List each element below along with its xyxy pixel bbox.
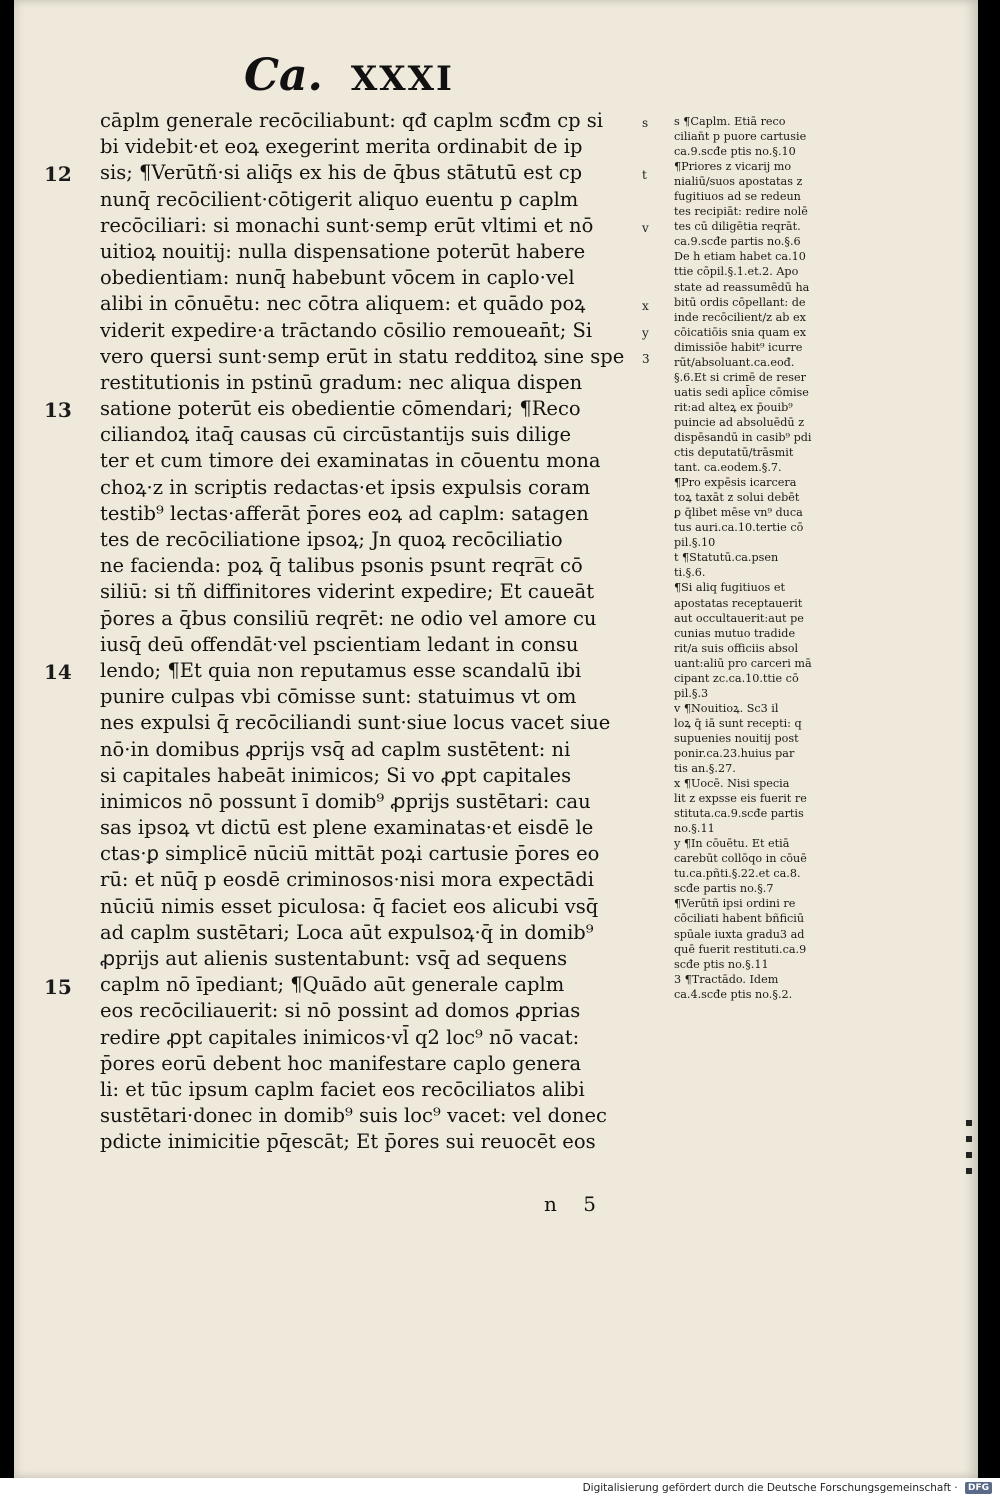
margin-note-line: cilian̄t p puore cartusie (674, 130, 807, 144)
margin-note-line: ¶Priores z vicarij mo (674, 160, 792, 174)
margin-note-line: cunias mutuo tradide (674, 626, 796, 640)
text-line: rū: et nūq̄ p eosdē criminosos·nisi mora expectādi (100, 868, 594, 892)
text-line: cāplm generale recōciliabunt: qđ caplm scđm cp si (100, 109, 604, 132)
text-line: nūciū nimis esset piculosa: q̄ faciet eos alicubi vsq̄ (100, 894, 599, 918)
dfg-logo: DFG (965, 1482, 992, 1494)
margin-note-line: 3 ¶Tractādo. Idem (674, 972, 779, 986)
reference-marker: v (642, 220, 649, 235)
margin-note-line: ca.9.scđe partis no.§.6 (674, 235, 801, 249)
margin-note-line: spūale iuxta gradu3 ad (674, 927, 805, 941)
text-line: satione poterūt eis obedientie cōmendari; ¶Reco (100, 397, 581, 421)
margin-note-line: state ad reassumēdū ha (674, 280, 810, 294)
margin-note-line: carebūt collōqo in cōuē (674, 852, 807, 866)
chapter-abbrev: Ca. (244, 50, 323, 101)
text-line: caplm nō īpediant; ¶Quādo aūt generale caplm (100, 973, 565, 997)
text-line: viderit expedire·a trāctando cōsilio remouean̄t; Si (100, 318, 593, 342)
margin-note-line: ¶Si aliq fugitiuos et (674, 581, 785, 595)
margin-note-line: no.§.11 (674, 822, 715, 836)
margin-note-line: quē fuerit restituti.ca.9 (674, 942, 807, 956)
text-line: lendo; ¶Et quia non reputamus esse scandalū ibi (100, 658, 582, 682)
chapter-header (244, 50, 454, 100)
margin-note-line: uatis sedi apl̄ice cōmise (674, 385, 809, 399)
text-line: si capitales habeāt inimicos; Si vo ꝓpt capitales (100, 763, 572, 787)
text-line: inimicos nō possunt ī domib⁹ ꝓprijs sustētari: cau (100, 789, 591, 813)
margin-note-line: lit z expsse eis fuerit re (674, 792, 807, 806)
text-line: ad caplm sustētari; Loca aūt expulsoꝝ·q̄ in domib⁹ (100, 920, 594, 944)
text-line: p̄ores eorū debent hoc manifestare caplo genera (100, 1051, 582, 1075)
text-line: pdicte inimicitie pq̄escāt; Et p̄ores sui reuocēt eos (100, 1130, 596, 1154)
text-line: ctas·ꝑ simplicē nūciū mittāt poꝝi cartusie p̄ores eo (100, 842, 600, 866)
margin-note-line: ponir.ca.23.huius par (674, 746, 795, 760)
book-page (14, 0, 978, 1478)
text-line: alibi in cōnuētu: nec cōtra aliquem: et quādo poꝝ (100, 292, 586, 316)
text-line: nō·in domibus ꝓprijs vsq̄ ad caplm sustētent: ni (100, 737, 571, 761)
margin-note-line: ti.§.6. (674, 566, 706, 580)
text-line: sustētari·donec in domib⁹ suis loc⁹ vacet: vel donec (100, 1104, 607, 1128)
margin-note-line: loꝝ q̄ iā sunt recepti: q (674, 716, 802, 730)
margin-note-line: rit:ad alteꝝ ex p̄ouib⁹ (674, 400, 793, 414)
margin-note-line: ttie cōpil.§.1.et.2. Apo (674, 265, 799, 279)
text-line: punire culpas vbi cōmisse sunt: statuimus vt om (100, 685, 577, 709)
margin-note-line: apostatas receptauerit (674, 596, 803, 610)
margin-note-line: ca.4.scđe ptis no.§.2. (674, 987, 793, 1001)
margin-note-line: y ¶In cōuētu. Et etiā (674, 837, 790, 851)
margin-note-line: pil.§.10 (674, 536, 716, 550)
reference-marker: t (642, 168, 647, 183)
text-line: ter et cum timore dei examinatas in cōuentu mona (100, 449, 601, 473)
margin-note-line: ctis deputatū/trāsmit (674, 446, 794, 460)
footer-bar: Digitalisierung gefördert durch die Deutsche Forschungsgemeinschaft · DFG (0, 1478, 1000, 1498)
margin-note-line: dispēsandū in casib⁹ pdi (674, 430, 812, 444)
margin-note-line: puincie ad absoluēdū z (674, 415, 805, 429)
text-line: iusq̄ deū offendāt·vel pscientiam ledant in consu (100, 632, 579, 656)
reference-marker: s (642, 116, 649, 130)
text-line: eos recōciliauerit: si nō possint ad domos ꝓprias (100, 999, 581, 1023)
text-line: nunq̄ recōcilient·cōtigerit aliquo euentu p caplm (100, 187, 579, 211)
text-line: recōciliari: si monachi sunt·semp erūt vltimi et nō (100, 213, 594, 237)
paragraph-number: 13 (44, 398, 72, 423)
margin-note-line: supuenies nouitij post (674, 731, 799, 745)
text-line: li: et tūc ipsum caplm faciet eos recōciliatos alibi (100, 1077, 585, 1101)
margin-notes (674, 114, 846, 1002)
margin-note-line: v ¶Nouitioꝝ. Sc3 il (674, 701, 779, 715)
margin-note-line: s ¶Caplm. Etiā reco (674, 115, 786, 128)
text-line: sas ipsoꝝ vt dictū est plene examinatas·et eisdē le (100, 816, 594, 840)
margin-note-line: t ¶Statutū.ca.psen (674, 551, 779, 565)
reference-marker: y (642, 325, 649, 340)
margin-note-line: tu.ca.pñti.§.22.et ca.8. (674, 867, 801, 881)
margin-note-line: inde recōcilient/z ab ex (674, 310, 806, 324)
reference-marker: 3 (642, 351, 650, 366)
margin-note-line: aut occultauerit:aut pe (674, 611, 804, 625)
margin-note-line: dimissiōe habit⁹ icurre (674, 340, 803, 354)
margin-note-line: tis an.§.27. (674, 762, 736, 776)
text-line: p̄ores a q̄bus consiliū reqrēt: ne odio vel amore cu (100, 606, 597, 630)
text-line: ciliandoꝝ itaq̄ causas cū circūstantijs suis dilige (100, 423, 572, 447)
page-edge-marks (962, 1120, 976, 1184)
text-line: siliū: si tñ diffinitores viderint expedire; Et caueāt (100, 580, 595, 604)
paragraph-number: 12 (44, 162, 72, 187)
margin-note-line: uant:aliū pro carceri mā (674, 656, 812, 670)
text-line: uitioꝝ nouitij: nulla dispensatione poterūt habere (100, 239, 586, 263)
margin-note-line: pil.§.3 (674, 686, 709, 700)
margin-note-line: rūt/absoluant.ca.eođ. (674, 355, 795, 369)
margin-note-line: cōicatiōis snia quam ex (674, 325, 807, 339)
text-line: testib⁹ lectas·afferāt p̄ores eoꝝ ad caplm: satagen (100, 501, 589, 525)
signature-mark: n 5 (544, 1192, 606, 1216)
margin-note-line: ¶Pro expēsis icarcera (674, 476, 797, 490)
text-line: restitutionis in pstinū gradum: nec aliqua dispen (100, 370, 583, 394)
text-line: choꝝ·z in scriptis redactas·et ipsis expulsis coram (100, 475, 591, 499)
text-line: tes de recōciliatione ipsoꝝ; Jn quoꝝ recōciliatio (100, 528, 563, 551)
margin-note-line: ca.9.scđe ptis no.§.10 (674, 145, 796, 159)
text-line: obedientiam: nunq̄ habebunt vōcem in caplo·vel (100, 266, 575, 290)
margin-note-line: toꝝ taxāt z solui debēt (674, 491, 800, 505)
margin-note-line: fugitiuos ad se redeun (674, 190, 801, 204)
margin-note-line: scđe ptis no.§.11 (674, 957, 769, 971)
chapter-number: XXXI (350, 59, 454, 99)
margin-note-line: tant. ca.eodem.§.7. (674, 461, 782, 475)
main-text-column (100, 108, 649, 1156)
margin-note-line: stituta.ca.9.scđe partis (674, 807, 804, 821)
margin-note-line: tes recipiāt: redire nolē (674, 205, 808, 219)
text-line: vero quersi sunt·semp erūt in statu redditoꝝ sine spe (100, 344, 625, 368)
text-line: sis; ¶Verūtñ·si aliq̄s ex his de q̄bus stātutū est cp (100, 161, 583, 185)
paragraph-number: 14 (44, 660, 72, 685)
text-line: ne facienda: poꝝ q̄ talibus psonis psunt reqra̅t cō (100, 554, 583, 578)
margin-note-line: scđe partis no.§.7 (674, 882, 774, 896)
margin-note-line: §.6.Et si crimē de reser (674, 370, 806, 384)
text-line: nes expulsi q̄ recōciliandi sunt·siue locus vacet siue (100, 711, 611, 735)
footer-credit: Digitalisierung gefördert durch die Deutsche Forschungsgemeinschaft (582, 1482, 951, 1494)
text-line: redire ꝓpt capitales inimicos·vl̄ q2 loc⁹ nō vacat: (100, 1025, 580, 1049)
paragraph-number: 15 (44, 974, 72, 999)
text-line: ꝓprijs aut alienis sustentabunt: vsq̄ ad sequens (100, 947, 568, 970)
reference-marker: x (642, 299, 649, 314)
margin-note-line: x ¶Uocē. Nisi specia (674, 777, 790, 791)
margin-note-line: bitū ordis cōpellant: de (674, 295, 806, 309)
margin-note-line: rit/a suis officiis absol (674, 641, 799, 655)
margin-note-line: cipant zc.ca.10.ttie cō (674, 671, 799, 685)
margin-note-line: nialiū/suos apostatas z (674, 175, 803, 189)
margin-note-line: tes cū diligētia reqrāt. (674, 220, 801, 234)
margin-note-line: ꝑ q̄libet mēse vn⁹ duca (674, 506, 803, 520)
margin-note-line: ¶Verūtñ ipsi ordini re (674, 897, 796, 911)
text-line: bi videbit·et eoꝝ exegerint merita ordinabit de ip (100, 135, 583, 159)
margin-note-line: cōciliati habent bñficiū (674, 912, 805, 926)
margin-note-line: De h etiam habet ca.10 (674, 250, 806, 264)
margin-note-line: tus auri.ca.10.tertie cō (674, 521, 804, 535)
